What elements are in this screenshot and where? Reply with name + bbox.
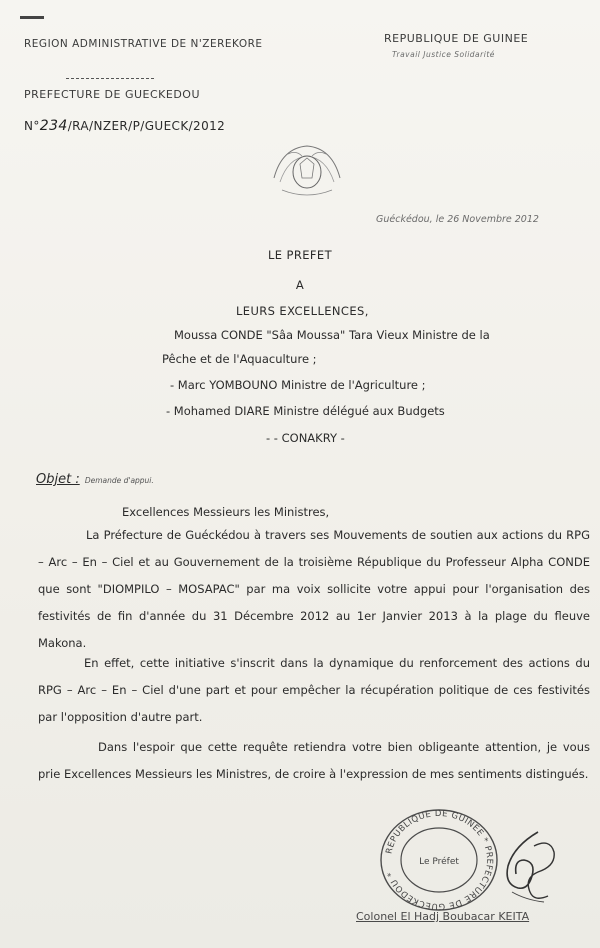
recipient-line: - Mohamed DIARE Ministre délégué aux Budgets — [166, 404, 445, 418]
body-paragraph: En effet, cette initiative s'inscrit dans la dynamique du renforcement des actions du RPG – Arc – En – Ciel d'une part et pour empêcher la récupération politique de ces festivités par l'opposition d'autre part. — [38, 656, 590, 724]
reference-number: 234 — [39, 118, 68, 134]
body-paragraph: La Préfecture de Guéckédou à travers ses Mouvements de soutien aux actions du RPG – Arc – En – Ciel et au Gouvernement de la troisième République du Professeur Alpha CONDE que sont "DIOMPILO – MOSAPAC" par ma voix sollicite votre appui pour l'organisation des festivités de fin d'année du 31 Décembre 2012 au 1er Janvier 2013 à la plage du fleuve Makona. — [38, 528, 590, 650]
salutation: Excellences Messieurs les Ministres, — [122, 505, 330, 519]
to-word: A — [295, 278, 305, 292]
reference-prefix: N° — [24, 119, 40, 133]
prefecture-name: PREFECTURE DE GUECKEDOU — [24, 88, 201, 101]
objet-text: Demande d'appui. — [84, 476, 154, 485]
stamp-ring-text: REPUBLIQUE DE GUINEE * PREFECTURE DE GUECKEDOU * — [384, 808, 495, 912]
header-divider — [66, 78, 154, 79]
republic-motto: Travail Justice Solidarité — [392, 50, 495, 59]
stamp-center-text: Le Préfet — [419, 857, 459, 867]
reference-line — [24, 118, 225, 134]
recipients-title: LEURS EXCELLENCES, — [236, 304, 369, 318]
sender-title: LE PREFET — [267, 248, 333, 262]
signatory-name: Colonel El Hadj Boubacar KEITA — [356, 910, 530, 923]
handwritten-signature — [494, 826, 564, 906]
objet-line — [36, 468, 154, 487]
recipient-line: Pêche et de l'Aquaculture ; — [162, 352, 317, 366]
objet-label: Objet : — [36, 472, 80, 487]
region-name: REGION ADMINISTRATIVE DE N'ZEREKORE — [24, 38, 263, 50]
reference-suffix: /RA/NZER/P/GUECK/2012 — [67, 119, 226, 133]
scan-mark — [20, 16, 44, 19]
recipient-line: Moussa CONDE "Sâa Moussa" Tara Vieux Ministre de la — [174, 328, 490, 342]
date-line: Guéckédou, le 26 Novembre 2012 — [376, 214, 539, 225]
official-stamp — [374, 808, 504, 912]
recipient-destination: - - CONAKRY - — [266, 431, 345, 445]
body-paragraph: Dans l'espoir que cette requête retiendra votre bien obligeante attention, je vous prie Excellences Messieurs les Ministres, de croire à l'expression de mes sentiments distingués. — [38, 740, 590, 781]
republic-name: REPUBLIQUE DE GUINEE — [384, 32, 529, 45]
coat-of-arms-emblem — [262, 138, 352, 202]
recipient-line: - Marc YOMBOUNO Ministre de l'Agriculture ; — [170, 378, 426, 392]
